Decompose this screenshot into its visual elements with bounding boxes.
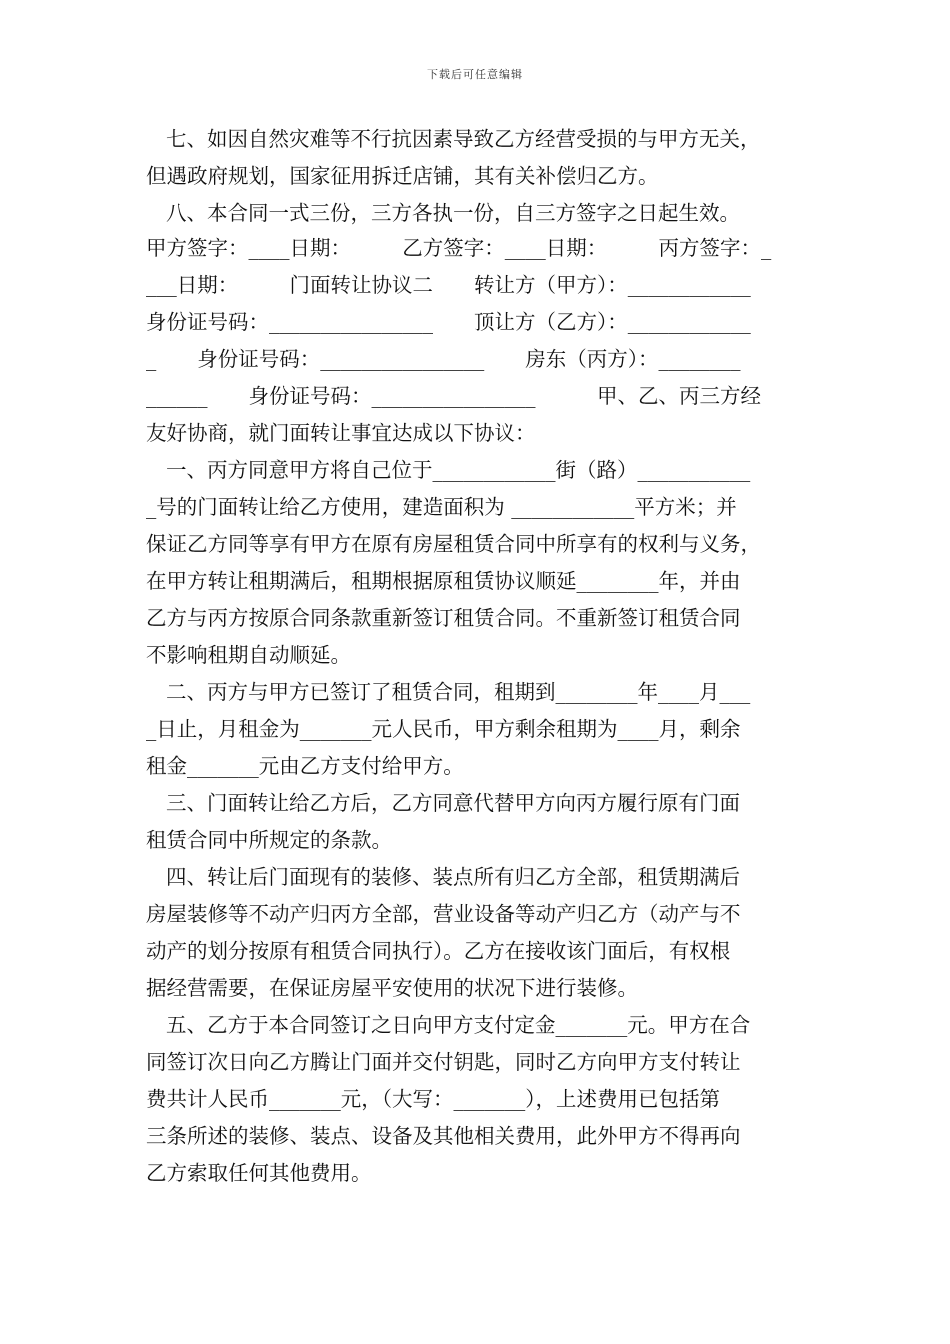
text-line: 友好协商，就门面转让事宜达成以下协议：: [146, 421, 536, 445]
text-line: 四、转让后门面现有的装修、装点所有归乙方全部，租赁期满后: [166, 865, 740, 889]
text-line: 保证乙方同等享有甲方在原有房屋租赁合同中所享有的权利与义务，: [146, 532, 761, 556]
text-line: 一、丙方同意甲方将自己位于____________街（路）___________: [166, 458, 751, 482]
text-line: 但遇政府规划，国家征用拆迁店铺，其有关补偿归乙方。: [146, 164, 659, 188]
page-header: 下载后可任意编辑: [427, 68, 523, 81]
text-line: 费共计人民币_______元，（大写：_______），上述费用已包括第: [146, 1087, 720, 1111]
text-line: 五、乙方于本合同签订之日向甲方支付定金_______元。甲方在合: [166, 1013, 751, 1037]
text-line: 据经营需要，在保证房屋平安使用的状况下进行装修。: [146, 976, 638, 1000]
text-line: 身份证号码：________________ 顶让方（乙方）：____________: [146, 310, 751, 334]
text-line: 动产的划分按原有租赁合同执行）。乙方在接收该门面后，有权根: [146, 939, 731, 963]
text-line: ___日期： 门面转让协议二 转让方（甲方）：____________: [146, 273, 751, 297]
text-line: 八、本合同一式三份，三方各执一份，自三方签字之日起生效。: [166, 201, 740, 225]
text-line: 乙方索取任何其他费用。: [146, 1161, 372, 1185]
text-line: 租赁合同中所规定的条款。: [146, 828, 392, 852]
text-line: _ 身份证号码：________________ 房东（丙方）：________: [146, 347, 741, 371]
text-line: 三、门面转让给乙方后，乙方同意代替甲方向丙方履行原有门面: [166, 791, 740, 815]
text-line: 在甲方转让租期满后，租期根据原租赁协议顺延________年，并由: [146, 569, 741, 593]
text-line: _日止，月租金为_______元人民币，甲方剩余租期为____月，剩余: [146, 717, 741, 741]
text-line: 同签订次日向乙方腾让门面并交付钥匙，同时乙方向甲方支付转让: [146, 1050, 741, 1074]
text-line: 甲方签字：____日期： 乙方签字：____日期： 丙方签字：_: [146, 236, 772, 260]
text-line: 二、丙方与甲方已签订了租赁合同，租期到________年____月___: [166, 680, 751, 704]
text-line: 三条所述的装修、装点、设备及其他相关费用，此外甲方不得再向: [146, 1124, 741, 1148]
text-line: ______ 身份证号码：________________ 甲、乙、丙三方经: [146, 384, 761, 408]
text-line: 房屋装修等不动产归丙方全部，营业设备等动产归乙方（动产与不: [146, 902, 741, 926]
text-line: 七、如因自然灾难等不行抗因素导致乙方经营受损的与甲方无关，: [166, 127, 761, 151]
text-line: 不影响租期自动顺延。: [146, 643, 351, 667]
text-line: _号的门面转让给乙方使用，建造面积为 ____________平方米；并: [146, 495, 737, 519]
text-line: 租金_______元由乙方支付给甲方。: [146, 754, 464, 778]
text-line: 乙方与丙方按原合同条款重新签订租赁合同。不重新签订租赁合同: [146, 606, 741, 630]
